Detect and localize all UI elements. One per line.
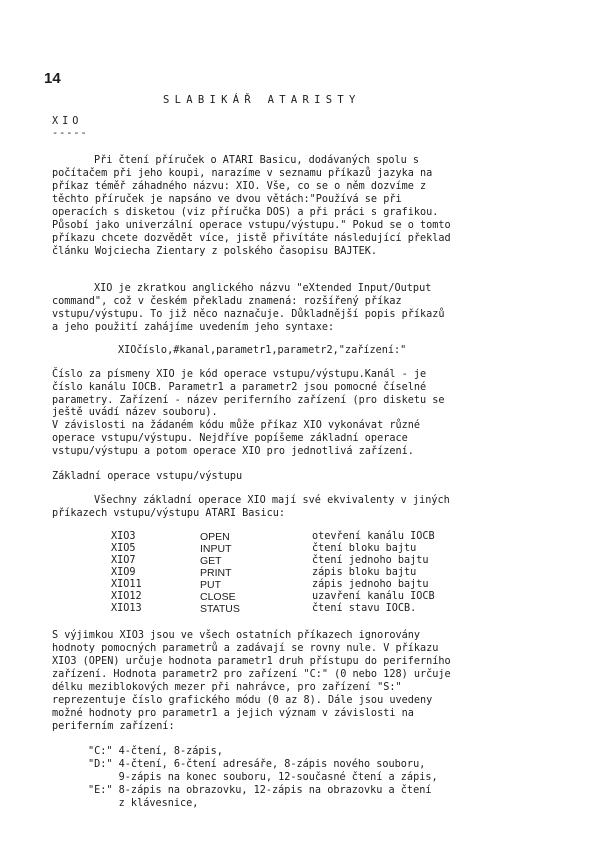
text-line: těchto příruček je napsáno ve dvou větách:"Používá se při <box>52 194 402 205</box>
section-underline: ----- <box>52 128 88 139</box>
op-command: INPUT <box>200 543 232 555</box>
text-line: operace vstupu/výstupu. Nejdříve popíšeme základní operace <box>52 433 408 444</box>
text-line: V závislosti na žádaném kódu může příkaz XIO vykonávat různé <box>52 420 421 431</box>
op-command: GET <box>200 555 222 567</box>
syntax-line: XIOčíslo,#kanal,parametr1,parametr2,"zařízení:" <box>118 345 407 356</box>
op-description: zápis jednoho bajtu <box>312 579 429 590</box>
page-number: 14 <box>44 70 61 87</box>
table-row <box>0 531 600 542</box>
device-line: z klávesnice, <box>88 798 199 809</box>
text-line: XIO3 (OPEN) určuje hodnota parametr1 druh přístupu do periferního <box>52 656 451 667</box>
text-line: ještě uvádí název souboru). <box>52 407 218 418</box>
op-description: čtení jednoho bajtu <box>312 555 429 566</box>
op-code: XIO12 <box>111 591 142 602</box>
op-code: XIO11 <box>111 579 142 590</box>
text-line: délku meziblokových mezer při nahrávce, pro zařízení "S:" <box>52 682 402 693</box>
text-line: reprezentuje číslo grafického módu (0 az 8). Dále jsou uvedeny <box>52 695 433 706</box>
op-command: OPEN <box>200 531 230 543</box>
table-row <box>0 555 600 566</box>
table-row <box>0 567 600 578</box>
device-line: "E:" 8-zápis na obrazovku, 12-zápis na obrazovku a čtení <box>88 785 432 796</box>
text-line: hodnoty pomocných parametrů a zadávají se rovny nule. V příkazu <box>52 643 439 654</box>
op-description: čtení stavu IOCB. <box>312 603 417 614</box>
table-row <box>0 591 600 602</box>
op-code: XIO3 <box>111 531 136 542</box>
op-code: XIO13 <box>111 603 142 614</box>
text-line: Při čtení příruček o ATARI Basicu, dodávaných spolu s <box>94 155 420 166</box>
op-code: XIO9 <box>111 567 136 578</box>
header-title: SLABIKÁŘ ATARISTY <box>163 94 361 106</box>
text-line: command", což v českém překladu znamená: rozšířený příkaz <box>52 296 402 307</box>
op-description: uzavření kanálu IOCB <box>312 591 435 602</box>
subheading: Základní operace vstupu/výstupu <box>52 471 243 482</box>
text-line: vstupu/výstupu. To již něco naznačuje. Důkladnější popis příkazů <box>52 309 445 320</box>
text-line: Číslo za písmeny XIO je kód operace vstupu/výstupu.Kanál - je <box>52 369 427 380</box>
table-row <box>0 579 600 590</box>
op-command: PUT <box>200 579 221 591</box>
text-line: zařízení. Hodnota parametr2 pro zařízení "C:" (0 nebo 128) určuje <box>52 669 451 680</box>
device-line: "D:" 4-čtení, 6-čtení adresáře, 8-zápis nového souboru, <box>88 759 426 770</box>
text-line: vstupu/výstupu a potom operace XIO pro jednotlivá zařízení. <box>52 446 414 457</box>
table-row <box>0 603 600 614</box>
op-description: čtení bloku bajtu <box>312 543 417 554</box>
op-command: STATUS <box>200 603 240 615</box>
text-line: operacích s disketou (viz příručka DOS) a při práci s grafikou. <box>52 207 439 218</box>
text-line: periferním zařízení: <box>52 721 175 732</box>
text-line: S výjimkou XIO3 jsou ve všech ostatních příkazech ignorovány <box>52 630 421 641</box>
text-line: Působí jako univerzální operace vstupu/výstupu." Pokud se o tomto <box>52 220 451 231</box>
text-line: parametry. Zařízení - název periferního zařízení (pro disketu se <box>52 395 445 406</box>
op-command: CLOSE <box>200 591 236 603</box>
text-line: článku Wojciecha Zientary z polského časopisu BAJTEK. <box>52 246 378 257</box>
op-code: XIO5 <box>111 543 136 554</box>
device-line: "C:" 4-čtení, 8-zápis, <box>88 746 223 757</box>
text-line: příkazu chcete dozvědět více, jistě přivítáte následující překlad <box>52 233 451 244</box>
device-line: 9-zápis na konec souboru, 12-současné čtení a zápis, <box>88 772 438 783</box>
text-line: příkazech vstupu/výstupu ATARI Basicu: <box>52 508 286 519</box>
text-line: Všechny základní operace XIO mají své ekvivalenty v jiných <box>94 495 450 506</box>
op-command: PRINT <box>200 567 232 579</box>
section-title: XIO <box>52 116 83 127</box>
text-line: příkaz téměř záhadného názvu: XIO. Vše, co se o něm dozvíme z <box>52 181 427 192</box>
op-code: XIO7 <box>111 555 136 566</box>
text-line: a jeho použití zahájíme uvedením jeho syntaxe: <box>52 322 335 333</box>
text-line: možné hodnoty pro parametr1 a jejich význam v závislosti na <box>52 708 414 719</box>
table-row <box>0 543 600 554</box>
text-line: XIO je zkratkou anglického názvu "eXtended Input/Output <box>94 283 432 294</box>
text-line: počítačem při jeho koupi, narazíme v seznamu příkazů jazyka na <box>52 168 433 179</box>
text-line: číslo kanálu IOCB. Parametr1 a parametr2 jsou pomocné číselné <box>52 382 427 393</box>
op-description: zápis bloku bajtu <box>312 567 417 578</box>
op-description: otevření kanálu IOCB <box>312 531 435 542</box>
